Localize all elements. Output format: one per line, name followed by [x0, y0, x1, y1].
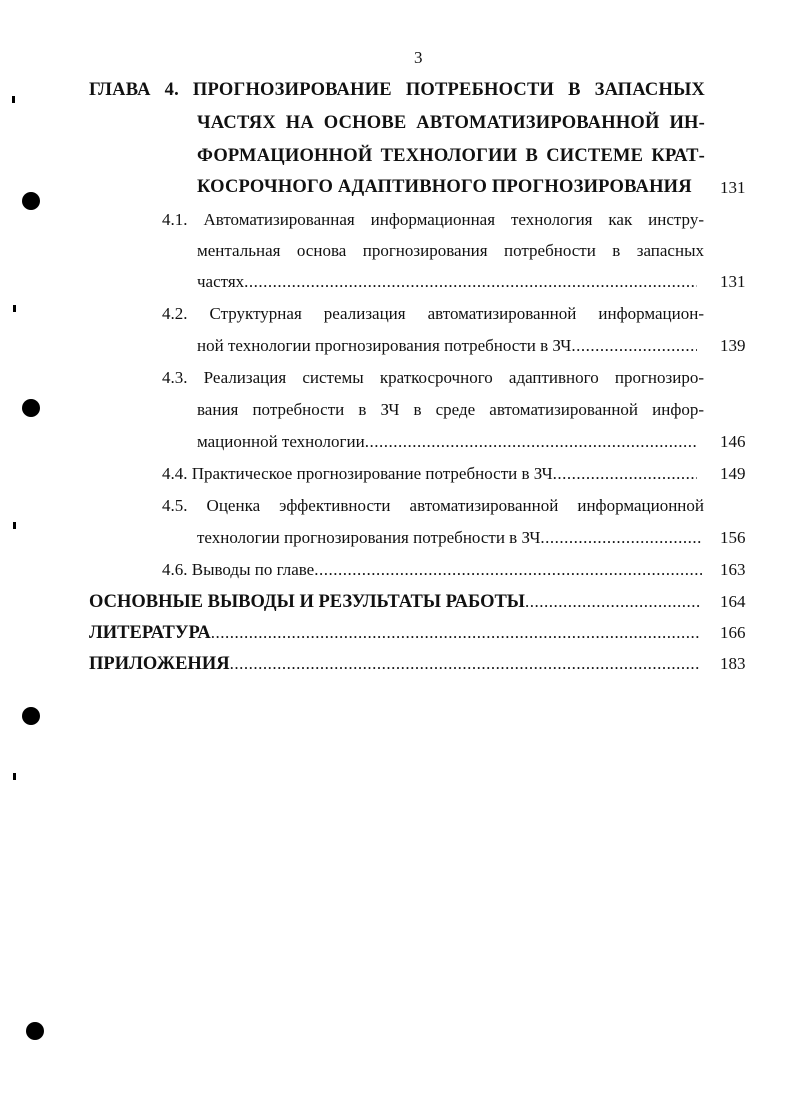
- section-4-4-entry[interactable]: [162, 464, 697, 484]
- section-4-4-label: 4.4. Практическое прогнозирование потребности в ЗЧ: [162, 464, 553, 483]
- section-4-1-entry[interactable]: [197, 272, 697, 292]
- page-number: 3: [414, 48, 423, 67]
- binder-hole: [22, 707, 40, 725]
- main-entry-literature[interactable]: [89, 623, 701, 644]
- chapter-title-line-3: ФОРМАЦИОННОЙ ТЕХНОЛОГИИ В СИСТЕМЕ КРАТ-: [197, 146, 705, 166]
- binder-hole: [22, 192, 40, 210]
- main-entry-conclusions[interactable]: [89, 592, 701, 613]
- section-4-4-page: 149: [720, 464, 746, 483]
- section-4-1-page: 131: [720, 272, 746, 291]
- dot-leader: [525, 592, 701, 612]
- section-4-1-line-2: ментальная основа прогнозирования потребности в запасных: [197, 241, 704, 260]
- main-entry-label: ОСНОВНЫЕ ВЫВОДЫ И РЕЗУЛЬТАТЫ РАБОТЫ: [89, 592, 525, 612]
- dot-leader: [314, 560, 702, 580]
- section-4-6-page: 163: [720, 560, 746, 579]
- dot-leader: [571, 336, 697, 356]
- dot-leader: [365, 432, 697, 452]
- section-4-3-line-2: вания потребности в ЗЧ в среде автоматизированной инфор-: [197, 400, 704, 419]
- section-4-2-last-line: ной технологии прогнозирования потребности в ЗЧ: [197, 336, 572, 355]
- main-entry-appendices[interactable]: [89, 654, 701, 675]
- dot-leader: [211, 623, 701, 643]
- main-entry-label: ПРИЛОЖЕНИЯ: [89, 654, 230, 674]
- section-4-3-entry[interactable]: [197, 432, 697, 452]
- scan-mark: [13, 522, 16, 529]
- binder-hole: [26, 1022, 44, 1040]
- chapter-title-line-1: ГЛАВА 4. ПРОГНОЗИРОВАНИЕ ПОТРЕБНОСТИ В ЗАПАСНЫХ: [89, 80, 705, 100]
- chapter-page: 131: [720, 178, 746, 197]
- section-4-3-page: 146: [720, 432, 746, 451]
- section-4-3-line-1: 4.3. Реализация системы краткосрочного адаптивного прогнозиро-: [162, 368, 704, 387]
- dot-leader: [540, 528, 702, 548]
- section-4-6-label: 4.6. Выводы по главе: [162, 560, 315, 579]
- main-entry-conclusions-page: 164: [720, 592, 746, 611]
- main-entry-label: ЛИТЕРАТУРА: [89, 623, 211, 643]
- section-4-1-line-1: 4.1. Автоматизированная информационная технология как инстру-: [162, 210, 704, 229]
- scan-mark: [13, 773, 16, 780]
- chapter-title-line-2: ЧАСТЯХ НА ОСНОВЕ АВТОМАТИЗИРОВАННОЙ ИН-: [197, 113, 705, 133]
- section-4-5-entry[interactable]: [197, 528, 702, 548]
- dot-leader: [553, 464, 697, 484]
- section-4-6-entry[interactable]: [162, 560, 702, 580]
- section-4-1-last-line: частях: [197, 272, 245, 291]
- section-4-2-line-1: 4.2. Структурная реализация автоматизированной информацион-: [162, 304, 704, 323]
- section-4-3-last-line: мационной технологии: [197, 432, 365, 451]
- main-entry-appendices-page: 183: [720, 654, 746, 673]
- section-4-5-last-line: технологии прогнозирования потребности в ЗЧ: [197, 528, 541, 547]
- section-4-2-entry[interactable]: [197, 336, 697, 356]
- dot-leader: [244, 272, 697, 292]
- scan-mark: [13, 305, 16, 312]
- section-4-2-page: 139: [720, 336, 746, 355]
- dot-leader: [230, 654, 701, 674]
- binder-hole: [22, 399, 40, 417]
- section-4-5-line-1: 4.5. Оценка эффективности автоматизированной информационной: [162, 496, 704, 515]
- chapter-title-line-4: КОСРОЧНОГО АДАПТИВНОГО ПРОГНОЗИРОВАНИЯ: [197, 177, 692, 197]
- scan-mark: [12, 96, 15, 103]
- section-4-5-page: 156: [720, 528, 746, 547]
- main-entry-literature-page: 166: [720, 623, 746, 642]
